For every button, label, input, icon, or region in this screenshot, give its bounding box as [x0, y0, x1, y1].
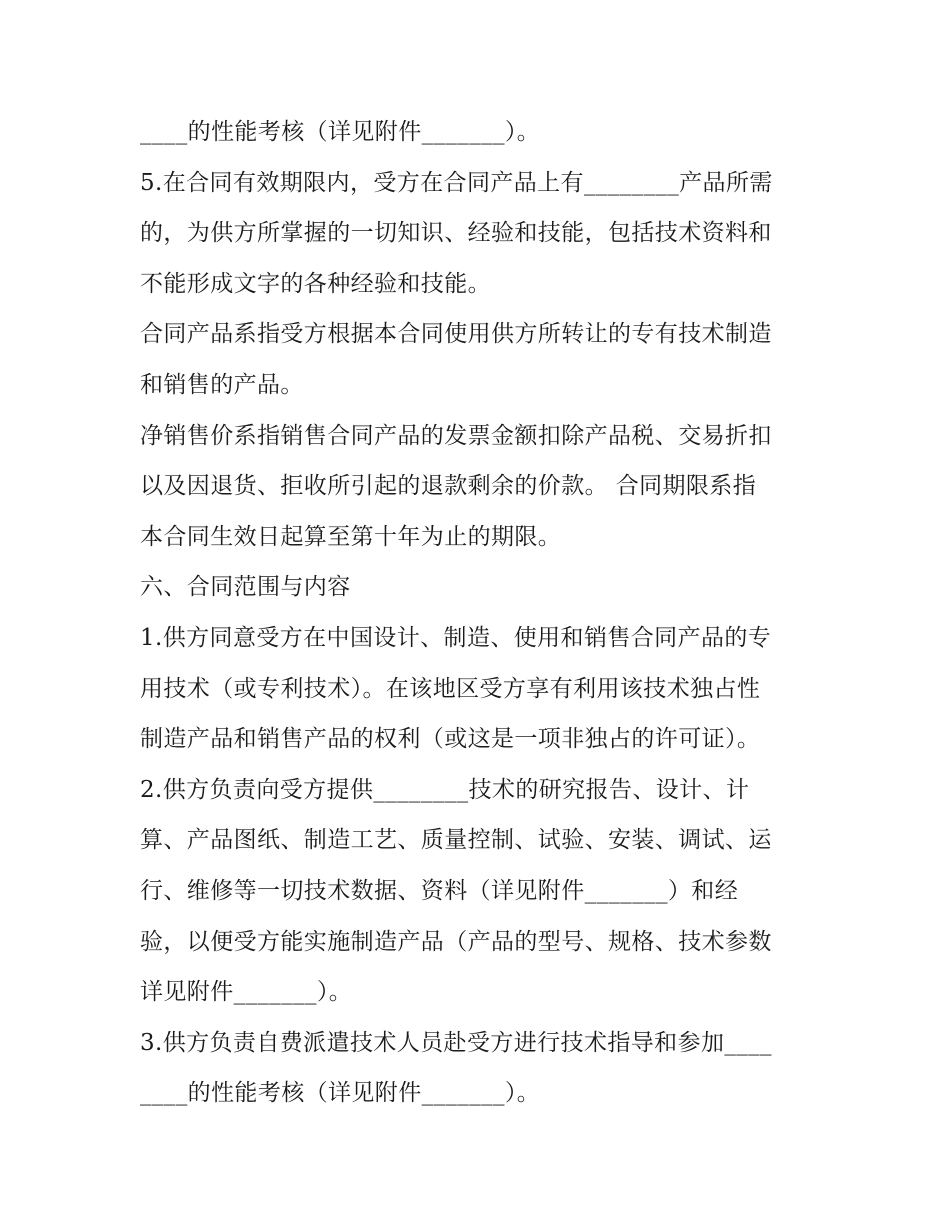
text-line: 算、产品图纸、制造工艺、质量控制、试验、安装、调试、运 — [140, 827, 772, 854]
text-line: 以及因退货、拒收所引起的退款剩余的价款。 合同期限系指 — [140, 473, 757, 500]
text-line: 验，以便受方能实施制造产品（产品的型号、规格、技术参数 — [140, 928, 772, 955]
text-line: 净销售价系指销售合同产品的发票金额扣除产品税、交易折扣 — [140, 422, 772, 449]
text-line: ____的性能考核（详见附件_______）。 — [140, 1080, 541, 1107]
text-line: 行、维修等一切技术数据、资料（详见附件_______）和经 — [140, 877, 739, 904]
contract-body-text — [140, 107, 820, 1119]
text-line: 详见附件_______）。 — [140, 979, 353, 1006]
text-line: 1.供方同意受方在中国设计、制造、使用和销售合同产品的专 — [140, 624, 772, 651]
text-line: 的，为供方所掌握的一切知识、经验和技能，包括技术资料和 — [140, 220, 772, 247]
section-heading: 六、合同范围与内容 — [140, 574, 351, 601]
text-line: 合同产品系指受方根据本合同使用供方所转让的专有技术制造 — [140, 321, 772, 348]
text-line: 5.在合同有效期限内，受方在合同产品上有________产品所需 — [140, 169, 773, 196]
text-line: 本合同生效日起算至第十年为止的期限。 — [140, 523, 562, 550]
text-line: ____的性能考核（详见附件_______）。 — [140, 119, 541, 145]
text-line: 2.供方负责向受方提供________技术的研究报告、设计、计 — [140, 776, 750, 803]
text-line: 不能形成文字的各种经验和技能。 — [140, 270, 491, 297]
text-line: 用技术（或专利技术）。在该地区受方享有利用该技术独占性 — [140, 675, 761, 702]
text-line: 3.供方负责自费派遣技术人员赴受方进行技术指导和参加____ — [140, 1029, 772, 1056]
text-line: 和销售的产品。 — [140, 371, 304, 398]
text-line: 制造产品和销售产品的权利（或这是一项非独占的许可证）。 — [140, 726, 761, 753]
